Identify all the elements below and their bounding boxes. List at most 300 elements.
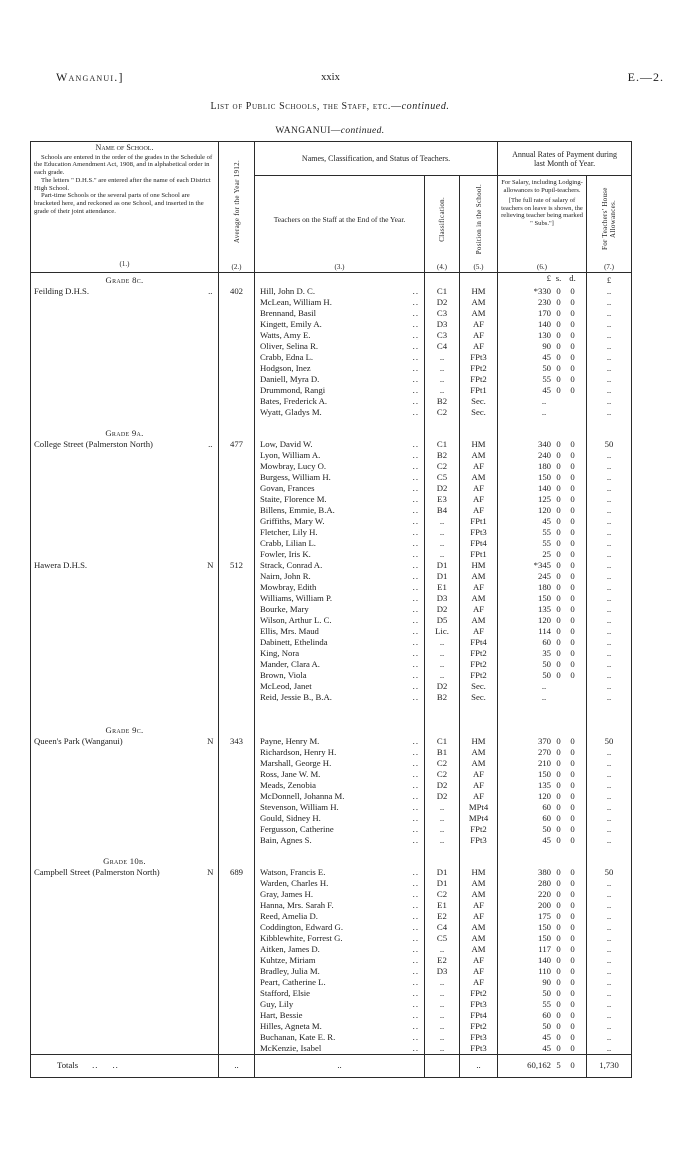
salary-shillings: 0 bbox=[556, 747, 561, 757]
teacher-name: Fowler, Iris K. bbox=[260, 549, 311, 559]
average-cell bbox=[219, 670, 255, 681]
classification-cell: B2 bbox=[425, 450, 460, 461]
teacher-name-cell bbox=[255, 549, 425, 560]
position-cell: FPt2 bbox=[460, 824, 498, 835]
title-continued: continued. bbox=[401, 101, 450, 112]
teacher-row bbox=[31, 407, 632, 418]
salary-shillings: 0 bbox=[556, 1032, 561, 1042]
salary-pence: 0 bbox=[570, 878, 575, 888]
house-cell: .. bbox=[587, 615, 632, 626]
teacher-name: Strack, Conrad A. bbox=[260, 560, 323, 570]
position-cell: AF bbox=[460, 604, 498, 615]
salary-cell bbox=[498, 966, 587, 977]
position-cell: HM bbox=[460, 867, 498, 878]
average-cell bbox=[219, 922, 255, 933]
salary-pence: 0 bbox=[570, 352, 575, 362]
teacher-row bbox=[31, 955, 632, 966]
salary-pounds: 175 bbox=[537, 911, 552, 921]
teacher-row bbox=[31, 450, 632, 461]
average-cell bbox=[219, 308, 255, 319]
col-average-header bbox=[219, 142, 255, 273]
salary-pounds: 270 bbox=[537, 747, 552, 757]
table-body bbox=[31, 273, 632, 1078]
salary-pence: d. bbox=[569, 273, 576, 283]
teacher-name-line bbox=[260, 615, 419, 626]
teacher-name-line bbox=[260, 933, 419, 944]
salary-pence: 0 bbox=[570, 461, 575, 471]
teacher-row bbox=[31, 396, 632, 407]
house-cell: .. bbox=[587, 889, 632, 900]
running-head-right: E.—2. bbox=[627, 70, 664, 84]
average-cell bbox=[219, 549, 255, 560]
teacher-name-cell bbox=[255, 900, 425, 911]
classification-cell: C3 bbox=[425, 308, 460, 319]
salary-shillings: 0 bbox=[556, 516, 561, 526]
salary-pounds: 60 bbox=[542, 1010, 552, 1020]
house-cell: .. bbox=[587, 802, 632, 813]
teacher-name: Gray, James H. bbox=[260, 889, 313, 899]
teacher-name-line bbox=[260, 560, 419, 571]
leader-dots: .. bbox=[412, 352, 419, 362]
teacher-name: Crabb, Lilian L. bbox=[260, 538, 316, 548]
classification-cell: C1 bbox=[425, 286, 460, 297]
position-cell: AM bbox=[460, 472, 498, 483]
average-cell bbox=[219, 1010, 255, 1021]
teacher-name-line bbox=[260, 516, 419, 527]
position-cell: FPt3 bbox=[460, 999, 498, 1010]
salary-shillings: 0 bbox=[556, 1043, 561, 1053]
leader-dots: .. bbox=[412, 461, 419, 471]
totals-label: Totals bbox=[57, 1060, 79, 1070]
col-name-header bbox=[31, 142, 219, 273]
salary-shillings: 0 bbox=[556, 494, 561, 504]
leader-dots: .. bbox=[412, 791, 419, 801]
teacher-row bbox=[31, 604, 632, 615]
classification-cell: .. bbox=[425, 977, 460, 988]
school-name-cell bbox=[31, 944, 203, 955]
school-flag-cell bbox=[203, 1055, 219, 1078]
salary-shillings: 0 bbox=[556, 560, 561, 570]
teacher-name: McLean, William H. bbox=[260, 297, 332, 307]
school-name: Campbell Street (Palmerston North) bbox=[34, 867, 160, 877]
house-cell: .. bbox=[587, 505, 632, 516]
salary-shillings: 0 bbox=[556, 955, 561, 965]
leader-dots: .. bbox=[412, 867, 419, 877]
teacher-row bbox=[31, 922, 632, 933]
classification-cell: C5 bbox=[425, 472, 460, 483]
salary-pence: 0 bbox=[570, 999, 575, 1009]
school-flag-cell bbox=[203, 352, 219, 363]
leader-dots: .. bbox=[412, 758, 419, 768]
teacher-row bbox=[31, 549, 632, 560]
average-cell bbox=[219, 933, 255, 944]
salary-cell bbox=[498, 330, 587, 341]
classification-cell: D2 bbox=[425, 791, 460, 802]
salary-shillings: 0 bbox=[556, 571, 561, 581]
school-name-cell bbox=[31, 516, 203, 527]
classification-cell: B2 bbox=[425, 692, 460, 703]
salary-shillings: 0 bbox=[556, 769, 561, 779]
classification-cell: .. bbox=[425, 1021, 460, 1032]
teacher-name-cell bbox=[255, 407, 425, 418]
col-house-title: For Teachers' House Allowances. bbox=[601, 187, 618, 251]
house-cell: £ bbox=[587, 273, 632, 287]
salary-cell bbox=[498, 483, 587, 494]
house-cell: .. bbox=[587, 878, 632, 889]
salary-cell bbox=[498, 813, 587, 824]
salary-cell bbox=[498, 516, 587, 527]
teacher-name: Bradley, Julia M. bbox=[260, 966, 320, 976]
teacher-name: Kingett, Emily A. bbox=[260, 319, 322, 329]
teacher-name-cell bbox=[255, 769, 425, 780]
salary-pence: 0 bbox=[570, 549, 575, 559]
leader-dots: .. bbox=[412, 626, 419, 636]
classification-cell: C2 bbox=[425, 889, 460, 900]
salary-pence: 0 bbox=[570, 483, 575, 493]
average-cell bbox=[219, 385, 255, 396]
house-cell: .. bbox=[587, 692, 632, 703]
leader-dots: .. bbox=[412, 977, 419, 987]
teacher-row bbox=[31, 582, 632, 593]
leader-dots: .. bbox=[412, 648, 419, 658]
position-cell: FPt3 bbox=[460, 527, 498, 538]
position-cell: HM bbox=[460, 736, 498, 747]
school-name-cell bbox=[31, 802, 203, 813]
leader-dots: .. bbox=[412, 407, 419, 417]
teacher-row bbox=[31, 802, 632, 813]
teacher-name: Oliver, Selina R. bbox=[260, 341, 319, 351]
school-flag-cell bbox=[203, 900, 219, 911]
house-cell: .. bbox=[587, 407, 632, 418]
teacher-name: Lyon, William A. bbox=[260, 450, 321, 460]
teacher-row bbox=[31, 867, 632, 878]
house-cell: .. bbox=[587, 516, 632, 527]
school-name-cell bbox=[31, 1043, 203, 1055]
teacher-name-line bbox=[260, 505, 419, 516]
house-cell: .. bbox=[587, 1032, 632, 1043]
teacher-name-line bbox=[260, 966, 419, 977]
teacher-name-cell bbox=[255, 944, 425, 955]
teacher-row bbox=[31, 626, 632, 637]
school-name-cell bbox=[31, 538, 203, 549]
teacher-name: Staite, Florence M. bbox=[260, 494, 327, 504]
classification-cell: C3 bbox=[425, 330, 460, 341]
leader-dots: .. bbox=[412, 450, 419, 460]
house-cell: .. bbox=[587, 955, 632, 966]
school-flag-cell bbox=[203, 659, 219, 670]
salary-cell bbox=[498, 341, 587, 352]
teacher-row bbox=[31, 977, 632, 988]
teacher-name-line bbox=[260, 472, 419, 483]
classification-cell: D2 bbox=[425, 681, 460, 692]
teacher-name-line bbox=[260, 911, 419, 922]
school-flag-cell bbox=[203, 878, 219, 889]
house-cell: .. bbox=[587, 659, 632, 670]
position-cell: AF bbox=[460, 900, 498, 911]
school-name-cell bbox=[31, 999, 203, 1010]
average-cell bbox=[219, 604, 255, 615]
teacher-row bbox=[31, 747, 632, 758]
teacher-name: Stafford, Elsie bbox=[260, 988, 311, 998]
school-flag-cell bbox=[203, 648, 219, 659]
average-cell: 512 bbox=[219, 560, 255, 571]
salary-cell bbox=[498, 494, 587, 505]
salary-pounds: 60,162 bbox=[527, 1060, 552, 1070]
house-cell: .. bbox=[587, 582, 632, 593]
salary-cell bbox=[498, 439, 587, 450]
school-flag-cell bbox=[203, 615, 219, 626]
salary-cell: .. bbox=[498, 396, 587, 407]
average-cell bbox=[219, 407, 255, 418]
average-cell: 689 bbox=[219, 867, 255, 878]
classification-cell: .. bbox=[425, 637, 460, 648]
teacher-name: Meads, Zenobia bbox=[260, 780, 316, 790]
classification-cell: .. bbox=[425, 1010, 460, 1021]
average-cell bbox=[219, 977, 255, 988]
school-name-cell bbox=[31, 374, 203, 385]
teacher-name: Kibblewhite, Forrest G. bbox=[260, 933, 343, 943]
col-salary-note: [The full rate of salary of teachers on leave is shown, the relieving teacher being marked " Subs."] bbox=[501, 197, 583, 227]
salary-cell bbox=[498, 582, 587, 593]
position-cell: FPt4 bbox=[460, 538, 498, 549]
salary-shillings: 0 bbox=[556, 286, 561, 296]
salary-pence: 0 bbox=[570, 1043, 575, 1053]
salary-cell bbox=[498, 505, 587, 516]
salary-pence: 0 bbox=[570, 582, 575, 592]
teacher-name-cell bbox=[255, 418, 425, 439]
classification-cell: .. bbox=[425, 385, 460, 396]
teacher-row bbox=[31, 571, 632, 582]
teacher-name-line bbox=[260, 527, 419, 538]
salary-pence: 0 bbox=[570, 604, 575, 614]
school-name-cell bbox=[31, 791, 203, 802]
salary-pence: 0 bbox=[570, 966, 575, 976]
school-flag-cell bbox=[203, 505, 219, 516]
leader-dots: .. bbox=[412, 396, 419, 406]
salary-pence: 0 bbox=[570, 516, 575, 526]
leader-dots: .. bbox=[412, 494, 419, 504]
salary-cell bbox=[498, 308, 587, 319]
teacher-name-line bbox=[260, 867, 419, 878]
salary-cell: .. bbox=[498, 407, 587, 418]
school-flag-cell bbox=[203, 1021, 219, 1032]
school-name-cell bbox=[31, 670, 203, 681]
average-cell bbox=[219, 626, 255, 637]
school-name-cell bbox=[31, 461, 203, 472]
salary-pence: 0 bbox=[570, 286, 575, 296]
salary-shillings: 0 bbox=[556, 922, 561, 932]
teacher-name-cell bbox=[255, 692, 425, 703]
teacher-name: Brennand, Basil bbox=[260, 308, 316, 318]
position-cell: AM bbox=[460, 758, 498, 769]
teacher-name: Govan, Frances bbox=[260, 483, 315, 493]
salary-pounds: 380 bbox=[537, 867, 552, 877]
classification-cell: D3 bbox=[425, 593, 460, 604]
average-cell bbox=[219, 352, 255, 363]
leader-dots: .. bbox=[412, 439, 419, 449]
col-1-number: (1.) bbox=[119, 260, 130, 269]
leader-dots: .. bbox=[412, 385, 419, 395]
teacher-name: Dabinett, Ethelinda bbox=[260, 637, 328, 647]
house-cell: .. bbox=[587, 922, 632, 933]
teacher-name-line bbox=[260, 297, 419, 308]
house-cell: .. bbox=[587, 966, 632, 977]
teacher-row bbox=[31, 363, 632, 374]
position-cell: AF bbox=[460, 955, 498, 966]
salary-pounds: 45 bbox=[542, 516, 552, 526]
teacher-name-line bbox=[260, 670, 419, 681]
position-cell: Sec. bbox=[460, 396, 498, 407]
teacher-name-line bbox=[260, 824, 419, 835]
classification-cell: E2 bbox=[425, 911, 460, 922]
salary-cell bbox=[498, 450, 587, 461]
leader-dots: .. bbox=[92, 1060, 99, 1070]
salary-shillings: 0 bbox=[556, 341, 561, 351]
teacher-name: Hilles, Agneta M. bbox=[260, 1021, 322, 1031]
leader-dots: .. bbox=[412, 374, 419, 384]
position-cell: AM bbox=[460, 308, 498, 319]
teacher-name-cell bbox=[255, 450, 425, 461]
classification-cell: E2 bbox=[425, 955, 460, 966]
average-cell bbox=[219, 582, 255, 593]
salary-shillings: 0 bbox=[556, 900, 561, 910]
school-flag-cell bbox=[203, 527, 219, 538]
house-cell: .. bbox=[587, 374, 632, 385]
salary-pence: 0 bbox=[570, 889, 575, 899]
col-5-number: (5.) bbox=[473, 263, 484, 271]
house-cell: .. bbox=[587, 835, 632, 846]
classification-cell: .. bbox=[425, 549, 460, 560]
school-flag-cell: .. bbox=[208, 286, 213, 296]
school-name-cell bbox=[31, 692, 203, 703]
teachers-group-header: Names, Classification, and Status of Teachers. bbox=[255, 142, 498, 176]
classification-cell: B4 bbox=[425, 505, 460, 516]
salary-cell bbox=[498, 604, 587, 615]
classification-cell: C4 bbox=[425, 341, 460, 352]
salary-cell bbox=[498, 527, 587, 538]
position-cell: AF bbox=[460, 483, 498, 494]
teacher-name-cell bbox=[255, 615, 425, 626]
average-cell bbox=[219, 758, 255, 769]
subtitle-continued: continued. bbox=[340, 126, 385, 136]
school-name-cell bbox=[31, 889, 203, 900]
classification-cell: .. bbox=[425, 824, 460, 835]
salary-shillings: 0 bbox=[556, 319, 561, 329]
col-name-title: Name of School. bbox=[95, 143, 154, 152]
teacher-name-line bbox=[260, 1010, 419, 1021]
position-cell bbox=[460, 846, 498, 867]
salary-pence: 0 bbox=[570, 494, 575, 504]
house-cell: .. bbox=[587, 560, 632, 571]
salary-pounds: 117 bbox=[538, 944, 552, 954]
school-name-cell bbox=[31, 835, 203, 846]
salary-pence: 0 bbox=[570, 1032, 575, 1042]
teacher-name-cell bbox=[255, 835, 425, 846]
salary-shillings: 0 bbox=[556, 593, 561, 603]
house-cell: .. bbox=[587, 780, 632, 791]
house-cell: .. bbox=[587, 483, 632, 494]
classification-cell: Lic. bbox=[425, 626, 460, 637]
house-cell: 50 bbox=[587, 439, 632, 450]
school-name-cell bbox=[31, 549, 203, 560]
salary-cell bbox=[498, 1043, 587, 1055]
leader-dots: .. bbox=[412, 944, 419, 954]
leader-dots: .. bbox=[412, 308, 419, 318]
house-cell bbox=[587, 418, 632, 439]
teacher-name-cell bbox=[255, 604, 425, 615]
salary-pounds: 50 bbox=[542, 824, 552, 834]
school-flag-cell bbox=[203, 538, 219, 549]
school-name: Feilding D.H.S. bbox=[34, 286, 90, 296]
teacher-row bbox=[31, 593, 632, 604]
salary-shillings: 0 bbox=[556, 999, 561, 1009]
school-flag-cell bbox=[203, 955, 219, 966]
teacher-name: Stevenson, William H. bbox=[260, 802, 339, 812]
position-cell: AF bbox=[460, 977, 498, 988]
teacher-name: Ellis, Mrs. Maud bbox=[260, 626, 319, 636]
teacher-row bbox=[31, 780, 632, 791]
average-cell bbox=[219, 461, 255, 472]
salary-pence: 0 bbox=[570, 900, 575, 910]
salary-pounds: *330 bbox=[533, 286, 552, 296]
col-4-number: (4.) bbox=[437, 263, 447, 271]
teacher-row bbox=[31, 330, 632, 341]
salary-shillings: 0 bbox=[556, 549, 561, 559]
teacher-row bbox=[31, 286, 632, 297]
salary-shillings: 0 bbox=[556, 911, 561, 921]
salary-pounds: 220 bbox=[537, 889, 552, 899]
teacher-name: McKenzie, Isabel bbox=[260, 1043, 322, 1053]
salary-cell bbox=[498, 999, 587, 1010]
classification-cell: C5 bbox=[425, 933, 460, 944]
position-cell: FPt3 bbox=[460, 1043, 498, 1055]
teacher-name: Williams, William P. bbox=[260, 593, 333, 603]
school-flag-cell bbox=[203, 922, 219, 933]
salary-pence: 0 bbox=[570, 1021, 575, 1031]
teacher-row bbox=[31, 999, 632, 1010]
teacher-name: Payne, Henry M. bbox=[260, 736, 320, 746]
salary-pence: 0 bbox=[570, 648, 575, 658]
salary-pounds: 180 bbox=[537, 461, 552, 471]
teacher-row bbox=[31, 988, 632, 999]
position-cell: FPt2 bbox=[460, 659, 498, 670]
position-cell: FPt4 bbox=[460, 1010, 498, 1021]
teacher-name-line bbox=[260, 999, 419, 1010]
average-cell bbox=[219, 780, 255, 791]
salary-pence: 0 bbox=[570, 813, 575, 823]
col-name-note-1: Schools are entered in the order of the grades in the Schedule of the Education Amendment Act, 1908, and in alphabetical order in each grade. bbox=[34, 153, 213, 177]
position-cell: AM bbox=[460, 450, 498, 461]
teacher-name-cell bbox=[255, 593, 425, 604]
teacher-row bbox=[31, 813, 632, 824]
salary-cell bbox=[498, 461, 587, 472]
average-cell bbox=[219, 681, 255, 692]
teacher-name-cell bbox=[255, 352, 425, 363]
average-cell bbox=[219, 648, 255, 659]
salary-pounds: 50 bbox=[542, 1021, 552, 1031]
school-flag-cell bbox=[203, 944, 219, 955]
col-classification-header bbox=[425, 176, 460, 273]
position-cell: Sec. bbox=[460, 692, 498, 703]
salary-pounds: 150 bbox=[537, 769, 552, 779]
leader-dots: .. bbox=[412, 1021, 419, 1031]
salary-pounds: 120 bbox=[537, 615, 552, 625]
classification-cell: .. bbox=[425, 813, 460, 824]
col-name-note-2: The letters " D.H.S." are entered after the name of each District High School. bbox=[34, 176, 211, 192]
classification-cell: D3 bbox=[425, 319, 460, 330]
salary-pounds: 370 bbox=[537, 736, 552, 746]
classification-cell: E1 bbox=[425, 900, 460, 911]
